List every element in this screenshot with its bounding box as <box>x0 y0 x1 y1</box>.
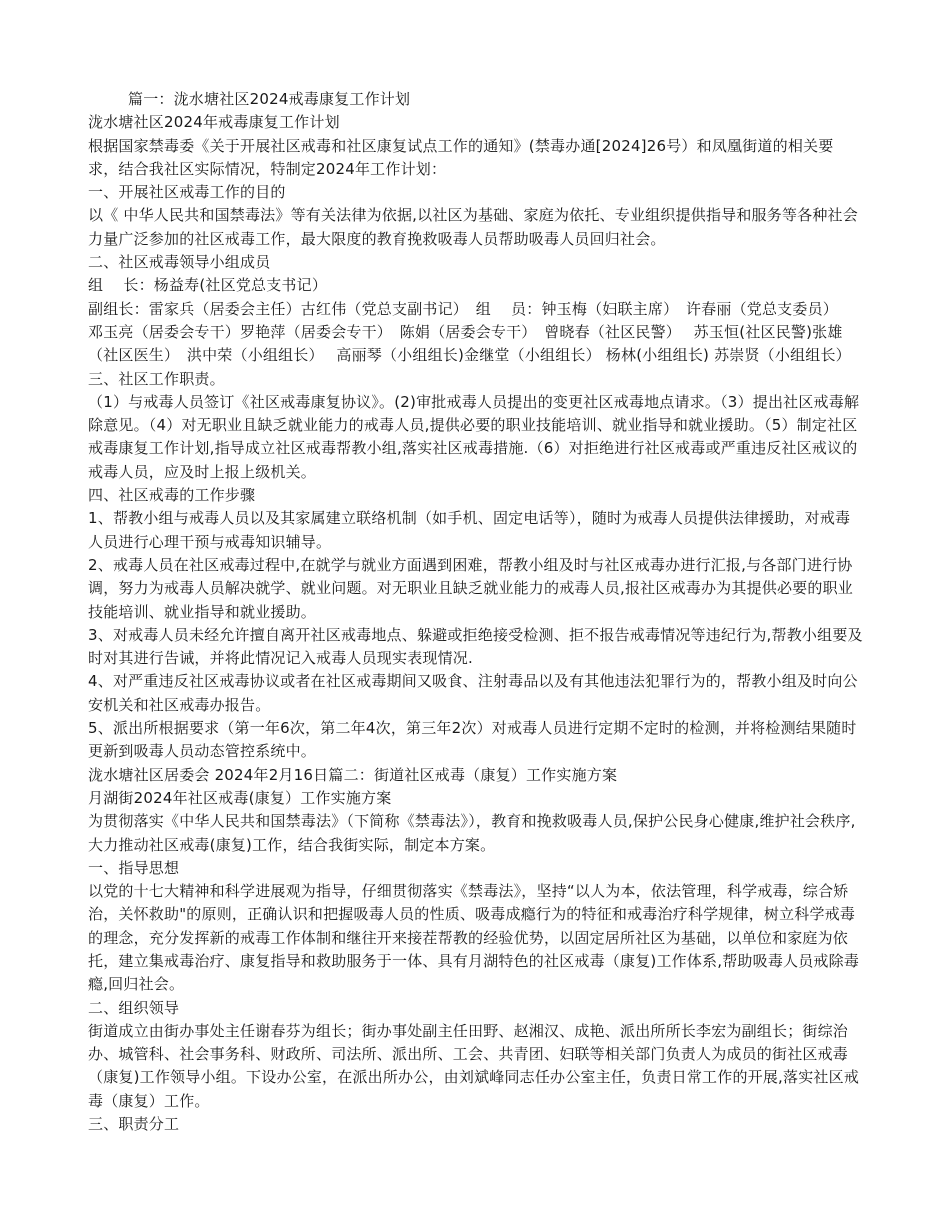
intro-paragraph: 根据国家禁毒委《关于开展社区戒毒和社区康复试点工作的通知》(禁毒办通[2024]26号）和凤凰街道的相关要求，结合我社区实际情况，特制定2024年工作计划： <box>88 136 834 178</box>
step-5-paragraph: 5、派出所根据要求（第一年6次，第二年4次，第三年2次）对戒毒人员进行定期不定时的检测，并将检测结果随时更新到吸毒人员动态管控系统中。 <box>88 719 857 761</box>
doc-title-1: 篇一：泷水塘社区2024戒毒康复工作计划 <box>128 90 411 108</box>
section-heading-6: 二、组织领导 <box>88 998 180 1017</box>
doc-title-3: 月湖街2024年社区戒毒(康复）工作实施方案 <box>88 788 392 807</box>
step-3-paragraph: 3、对戒毒人员未经允许擅自离开社区戒毒地点、躲避或拒绝接受检测、拒不报告戒毒情况等违纪行为,帮教小组要及时对其进行告诫，并将此情况记入戒毒人员现实表现情况. <box>88 625 863 668</box>
deputy-members-line: 副组长：雷家兵（居委会主任）古红伟（党总支副书记） 组 员：钟玉梅（妇联主席） 许春丽（党总支委员） <box>88 299 838 318</box>
signature-line: 泷水塘社区居委会 2024年2月16日篇二：街道社区戒毒（康复）工作实施方案 <box>88 765 618 784</box>
section-heading-3: 三、社区工作职责。 <box>88 369 225 388</box>
plan-intro-paragraph: 为贯彻落实《中华人民共和国禁毒法》（下简称《禁毒法》），教育和挽救吸毒人员,保护公民身心健康,维护社会秩序,大力推动社区戒毒(康复)工作，结合我街实际，制定本方案。 <box>88 812 856 854</box>
document-page <box>88 88 863 1136</box>
section-heading-1: 一、开展社区戒毒工作的目的 <box>88 183 286 202</box>
step-2-paragraph: 2、戒毒人员在社区戒毒过程中,在就学与就业方面遇到困难，帮教小组及时与社区戒毒办进行汇报,与各部门进行协调，努力为戒毒人员解决就学、就业问题。对无职业且缺乏就业能力的戒毒人员,报社区戒毒办为其提供必要的职业技能培训、就业指导和就业援助。 <box>88 555 853 621</box>
section-heading-4: 四、社区戒毒的工作步骤 <box>88 486 256 505</box>
section-heading-5: 一、指导思想 <box>88 858 180 877</box>
section-heading-2: 二、社区戒毒领导小组成员 <box>88 253 271 272</box>
doc-title-2: 泷水塘社区2024年戒毒康复工作计划 <box>88 113 340 132</box>
section-heading-7: 三、职责分工 <box>88 1115 180 1134</box>
step-1-paragraph: 1、帮教小组与戒毒人员以及其家属建立联络机制（如手机、固定电话等），随时为戒毒人员提供法律援助，对戒毒人员进行心理干预与戒毒知识辅导。 <box>88 509 851 551</box>
duties-paragraph: （1）与戒毒人员签订《社区戒毒康复协议》。(2)审批戒毒人员提出的变更社区戒毒地点请求。（3）提出社区戒毒解除意见。（4）对无职业且缺乏就业能力的戒毒人员,提供必要的职业技能培训、就业指导和就业援助。（5）制定社区戒毒康复工作计划,指导成立社区戒毒帮教小组,落实社区戒毒措施.（6）对拒绝进行社区戒毒或严重违反社区戒议的戒毒人员，应及时上报上级机关。 <box>88 392 860 481</box>
step-4-paragraph: 4、对严重违反社区戒毒协议或者在社区戒毒期间又吸食、注射毒品以及有其他违法犯罪行为的，帮教小组及时向公安机关和社区戒毒办报告。 <box>88 672 858 714</box>
leader-line: 组 长：杨益寿(社区党总支书记） <box>88 276 328 295</box>
members-paragraph: 邓玉亮（居委会专干）罗艳萍（居委会专干） 陈娟（居委会专干） 曾晓春（社区民警） 苏玉恒(社区民警)张雄（社区医生） 洪中荣（小组组长） 高丽琴（小组组长)金继堂（小组组长） 杨林(小组组长) 苏崇贤（小组组长） <box>88 322 851 365</box>
guiding-thought-paragraph: 以党的十七大精神和科学进展观为指导，仔细贯彻落实《禁毒法》，坚持“以人为本，依法管理，科学戒毒，综合矫治，关怀救助"的原则，正确认识和把握吸毒人员的性质、吸毒成瘾行为的特征和戒毒治疗科学规律，树立科学戒毒的理念，充分发挥新的戒毒工作体制和继往开来接茬帮教的经验优势，以固定居所社区为基础，以单位和家庭为依托，建立集戒毒治疗、康复指导和救助服务于一体、具有月湖特色的社区戒毒（康复)工作体系,帮助吸毒人员戒除毒瘾,回归社会。 <box>88 882 860 994</box>
section-1-paragraph: 以《 中华人民共和国禁毒法》等有关法律为依据,以社区为基础、家庭为依托、专业组织提供指导和服务等各种社会力量广泛参加的社区戒毒工作，最大限度的教育挽救吸毒人员帮助吸毒人员回归社会。 <box>88 206 858 248</box>
organization-paragraph: 街道成立由街办事处主任谢春芬为组长；街办事处副主任田野、赵湘汉、成艳、派出所所长李宏为副组长；街综治办、城管科、社会事务科、财政所、司法所、派出所、工会、共青团、妇联等相关部门负责人为成员的街社区戒毒（康复)工作领导小组。下设办公室，在派出所办公，由刘斌峰同志任办公室主任，负责日常工作的开展,落实社区戒毒（康复）工作。 <box>88 1021 860 1110</box>
